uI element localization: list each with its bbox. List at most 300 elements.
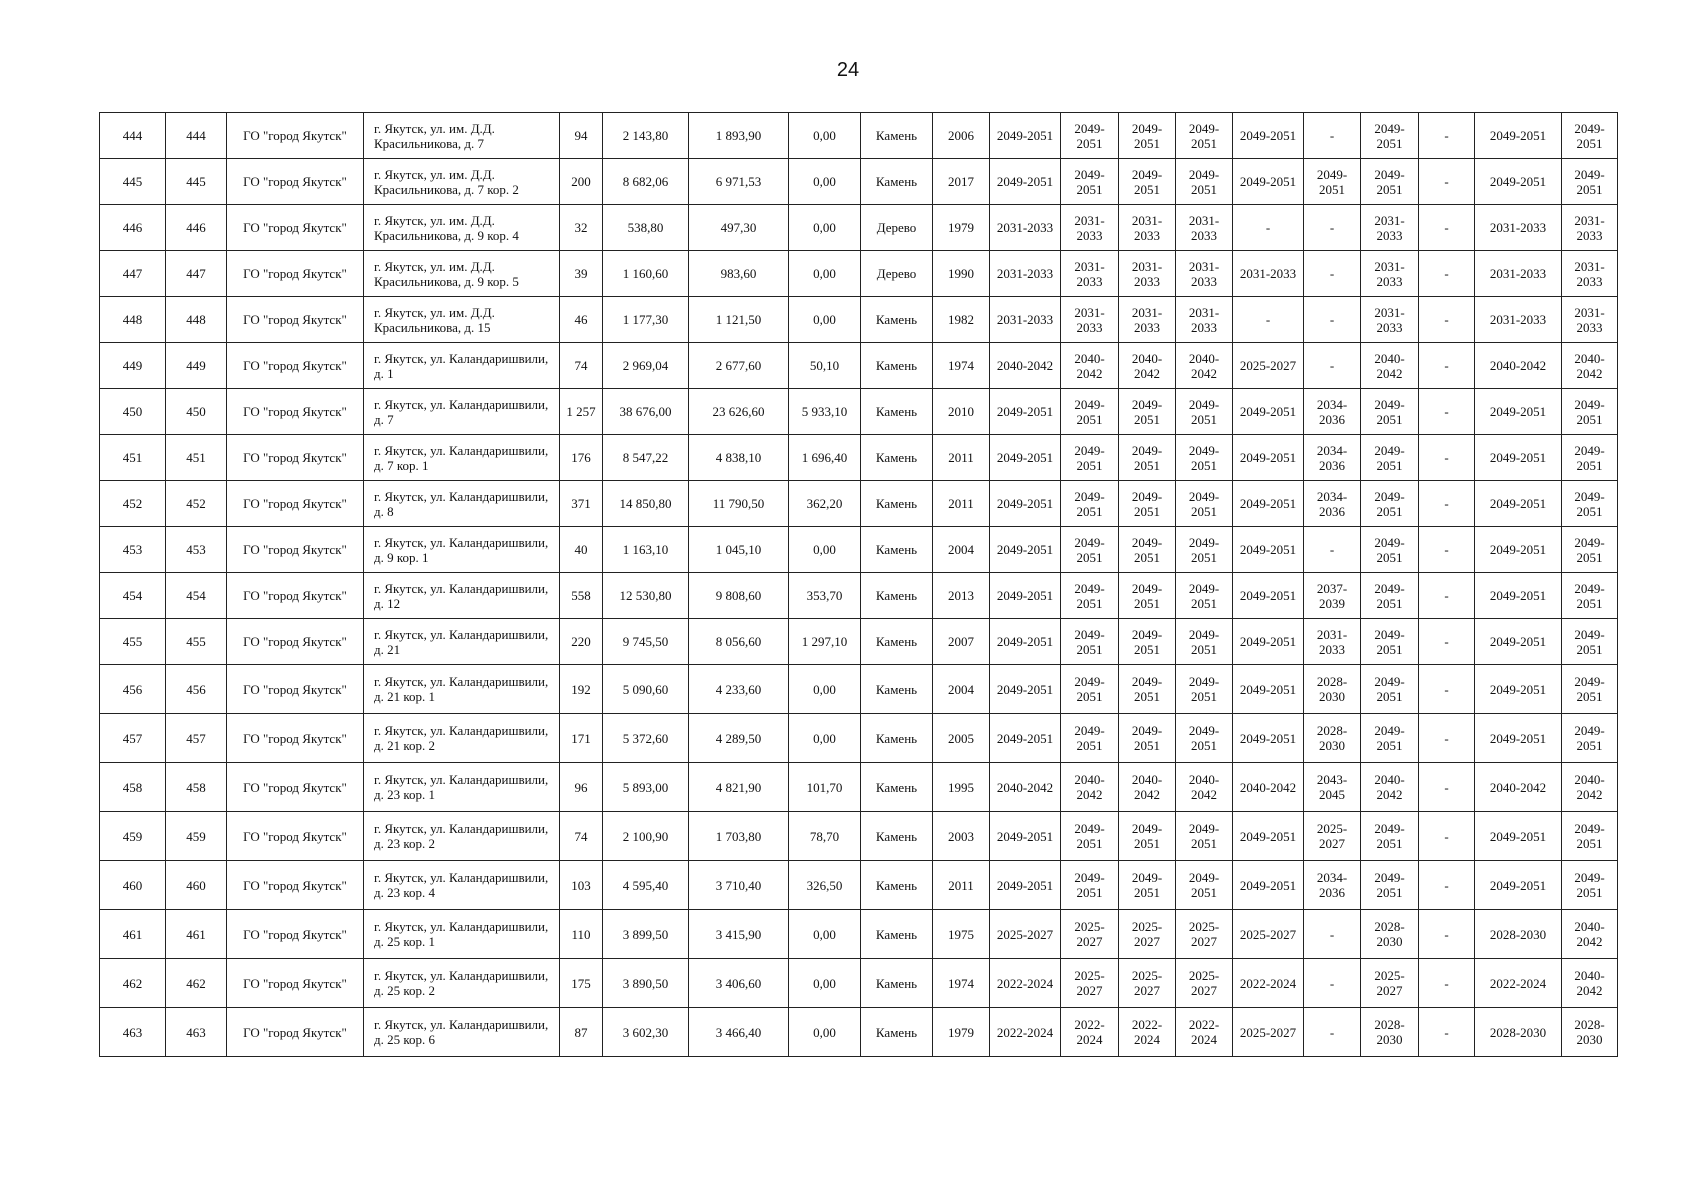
cell-nonresidential-area: 0,00	[789, 251, 861, 297]
table-row	[100, 481, 1618, 527]
cell-residential-area: 1 703,80	[689, 812, 789, 861]
cell-period-1: 2040-2042	[990, 763, 1061, 812]
cell-period-8: -	[1419, 159, 1475, 205]
cell-house-number: 460	[166, 861, 227, 910]
cell-row-number: 449	[100, 343, 166, 389]
cell-period-5: 2049-2051	[1233, 389, 1304, 435]
cell-period-10: 2049-2051	[1562, 619, 1618, 665]
cell-period-10: 2031-2033	[1562, 297, 1618, 343]
cell-nonresidential-area: 1 696,40	[789, 435, 861, 481]
cell-period-5: 2049-2051	[1233, 481, 1304, 527]
cell-period-8: -	[1419, 251, 1475, 297]
cell-house-number: 447	[166, 251, 227, 297]
cell-row-number: 448	[100, 297, 166, 343]
cell-period-7: 2049-2051	[1361, 861, 1419, 910]
cell-address: г. Якутск, ул. Каландаришвили, д. 7	[364, 389, 560, 435]
cell-house-number: 463	[166, 1008, 227, 1057]
cell-residents: 39	[560, 251, 603, 297]
cell-period-7: 2049-2051	[1361, 481, 1419, 527]
cell-row-number: 453	[100, 527, 166, 573]
cell-period-6: 2034-2036	[1304, 861, 1361, 910]
cell-row-number: 454	[100, 573, 166, 619]
cell-nonresidential-area: 1 297,10	[789, 619, 861, 665]
cell-period-6: 2034-2036	[1304, 435, 1361, 481]
cell-period-2: 2049-2051	[1061, 619, 1119, 665]
cell-wall-material: Камень	[861, 665, 933, 714]
cell-total-area: 14 850,80	[603, 481, 689, 527]
cell-period-10: 2049-2051	[1562, 527, 1618, 573]
cell-period-1: 2031-2033	[990, 205, 1061, 251]
cell-house-number: 456	[166, 665, 227, 714]
cell-wall-material: Камень	[861, 910, 933, 959]
cell-wall-material: Камень	[861, 343, 933, 389]
cell-row-number: 463	[100, 1008, 166, 1057]
cell-residents: 46	[560, 297, 603, 343]
cell-period-9: 2028-2030	[1475, 1008, 1562, 1057]
cell-period-6: -	[1304, 343, 1361, 389]
cell-period-7: 2049-2051	[1361, 812, 1419, 861]
cell-commission-year: 2006	[933, 113, 990, 159]
cell-period-3: 2049-2051	[1119, 481, 1176, 527]
table-row	[100, 159, 1618, 205]
cell-period-3: 2025-2027	[1119, 910, 1176, 959]
cell-period-6: 2028-2030	[1304, 714, 1361, 763]
cell-total-area: 9 745,50	[603, 619, 689, 665]
cell-commission-year: 1982	[933, 297, 990, 343]
cell-period-5: 2049-2051	[1233, 812, 1304, 861]
cell-period-2: 2031-2033	[1061, 251, 1119, 297]
cell-period-1: 2049-2051	[990, 812, 1061, 861]
cell-period-1: 2049-2051	[990, 113, 1061, 159]
cell-municipality: ГО "город Якутск"	[227, 481, 364, 527]
cell-total-area: 2 969,04	[603, 343, 689, 389]
cell-residential-area: 983,60	[689, 251, 789, 297]
cell-period-8: -	[1419, 343, 1475, 389]
cell-house-number: 448	[166, 297, 227, 343]
cell-address: г. Якутск, ул. Каландаришвили, д. 12	[364, 573, 560, 619]
cell-period-7: 2049-2051	[1361, 527, 1419, 573]
cell-total-area: 8 547,22	[603, 435, 689, 481]
cell-municipality: ГО "город Якутск"	[227, 910, 364, 959]
cell-period-3: 2049-2051	[1119, 665, 1176, 714]
cell-nonresidential-area: 362,20	[789, 481, 861, 527]
cell-period-4: 2049-2051	[1176, 812, 1233, 861]
cell-address: г. Якутск, ул. Каландаришвили, д. 23 кор. 1	[364, 763, 560, 812]
cell-period-9: 2031-2033	[1475, 297, 1562, 343]
cell-residential-area: 9 808,60	[689, 573, 789, 619]
cell-municipality: ГО "город Якутск"	[227, 435, 364, 481]
cell-total-area: 2 100,90	[603, 812, 689, 861]
cell-row-number: 459	[100, 812, 166, 861]
cell-period-6: -	[1304, 910, 1361, 959]
cell-commission-year: 1974	[933, 343, 990, 389]
cell-period-7: 2031-2033	[1361, 251, 1419, 297]
cell-period-5: 2025-2027	[1233, 910, 1304, 959]
table-row	[100, 665, 1618, 714]
cell-period-10: 2031-2033	[1562, 205, 1618, 251]
table-row	[100, 297, 1618, 343]
cell-period-4: 2049-2051	[1176, 861, 1233, 910]
cell-period-5: 2049-2051	[1233, 435, 1304, 481]
cell-period-2: 2049-2051	[1061, 861, 1119, 910]
cell-period-3: 2025-2027	[1119, 959, 1176, 1008]
cell-period-1: 2031-2033	[990, 251, 1061, 297]
cell-commission-year: 1979	[933, 1008, 990, 1057]
cell-period-2: 2031-2033	[1061, 205, 1119, 251]
cell-house-number: 449	[166, 343, 227, 389]
cell-house-number: 450	[166, 389, 227, 435]
cell-period-6: 2049-2051	[1304, 159, 1361, 205]
cell-municipality: ГО "город Якутск"	[227, 251, 364, 297]
cell-period-2: 2031-2033	[1061, 297, 1119, 343]
cell-wall-material: Камень	[861, 619, 933, 665]
cell-period-1: 2049-2051	[990, 665, 1061, 714]
cell-total-area: 5 090,60	[603, 665, 689, 714]
cell-period-9: 2049-2051	[1475, 481, 1562, 527]
cell-nonresidential-area: 101,70	[789, 763, 861, 812]
cell-row-number: 456	[100, 665, 166, 714]
cell-municipality: ГО "город Якутск"	[227, 812, 364, 861]
cell-period-9: 2028-2030	[1475, 910, 1562, 959]
cell-nonresidential-area: 0,00	[789, 297, 861, 343]
cell-nonresidential-area: 353,70	[789, 573, 861, 619]
cell-period-4: 2049-2051	[1176, 435, 1233, 481]
cell-nonresidential-area: 0,00	[789, 205, 861, 251]
cell-period-2: 2049-2051	[1061, 435, 1119, 481]
cell-residential-area: 4 289,50	[689, 714, 789, 763]
cell-house-number: 458	[166, 763, 227, 812]
cell-wall-material: Камень	[861, 714, 933, 763]
cell-commission-year: 1975	[933, 910, 990, 959]
cell-period-8: -	[1419, 861, 1475, 910]
cell-nonresidential-area: 0,00	[789, 714, 861, 763]
cell-period-6: 2034-2036	[1304, 389, 1361, 435]
cell-period-7: 2049-2051	[1361, 435, 1419, 481]
cell-wall-material: Камень	[861, 763, 933, 812]
cell-period-3: 2049-2051	[1119, 435, 1176, 481]
cell-period-4: 2040-2042	[1176, 343, 1233, 389]
cell-residents: 74	[560, 343, 603, 389]
cell-residential-area: 2 677,60	[689, 343, 789, 389]
cell-house-number: 453	[166, 527, 227, 573]
cell-residential-area: 4 233,60	[689, 665, 789, 714]
cell-period-5: 2022-2024	[1233, 959, 1304, 1008]
table-row	[100, 619, 1618, 665]
cell-residential-area: 23 626,60	[689, 389, 789, 435]
cell-period-1: 2049-2051	[990, 861, 1061, 910]
table-row	[100, 763, 1618, 812]
cell-address: г. Якутск, ул. Каландаришвили, д. 23 кор. 4	[364, 861, 560, 910]
cell-period-3: 2031-2033	[1119, 205, 1176, 251]
cell-period-4: 2049-2051	[1176, 389, 1233, 435]
cell-total-area: 1 163,10	[603, 527, 689, 573]
cell-period-10: 2040-2042	[1562, 910, 1618, 959]
cell-period-10: 2049-2051	[1562, 861, 1618, 910]
cell-municipality: ГО "город Якутск"	[227, 343, 364, 389]
cell-wall-material: Камень	[861, 1008, 933, 1057]
cell-period-8: -	[1419, 481, 1475, 527]
cell-period-7: 2031-2033	[1361, 205, 1419, 251]
cell-row-number: 460	[100, 861, 166, 910]
cell-residents: 110	[560, 910, 603, 959]
cell-address: г. Якутск, ул. им. Д.Д. Красильникова, д. 9 кор. 4	[364, 205, 560, 251]
cell-residents: 94	[560, 113, 603, 159]
cell-address: г. Якутск, ул. им. Д.Д. Красильникова, д. 7	[364, 113, 560, 159]
cell-house-number: 444	[166, 113, 227, 159]
cell-house-number: 457	[166, 714, 227, 763]
cell-address: г. Якутск, ул. им. Д.Д. Красильникова, д. 7 кор. 2	[364, 159, 560, 205]
cell-residents: 192	[560, 665, 603, 714]
cell-period-1: 2022-2024	[990, 959, 1061, 1008]
cell-period-7: 2025-2027	[1361, 959, 1419, 1008]
cell-row-number: 447	[100, 251, 166, 297]
cell-period-5: 2049-2051	[1233, 159, 1304, 205]
cell-total-area: 5 372,60	[603, 714, 689, 763]
cell-period-4: 2049-2051	[1176, 573, 1233, 619]
cell-period-3: 2049-2051	[1119, 389, 1176, 435]
cell-period-6: -	[1304, 251, 1361, 297]
cell-wall-material: Камень	[861, 861, 933, 910]
cell-residents: 371	[560, 481, 603, 527]
cell-period-3: 2049-2051	[1119, 573, 1176, 619]
cell-period-1: 2049-2051	[990, 435, 1061, 481]
cell-period-7: 2028-2030	[1361, 1008, 1419, 1057]
cell-municipality: ГО "город Якутск"	[227, 714, 364, 763]
cell-residents: 220	[560, 619, 603, 665]
cell-period-10: 2049-2051	[1562, 665, 1618, 714]
cell-commission-year: 2011	[933, 435, 990, 481]
cell-period-8: -	[1419, 435, 1475, 481]
cell-residents: 171	[560, 714, 603, 763]
cell-period-7: 2049-2051	[1361, 389, 1419, 435]
cell-period-10: 2049-2051	[1562, 714, 1618, 763]
table-row	[100, 959, 1618, 1008]
cell-period-1: 2031-2033	[990, 297, 1061, 343]
cell-period-9: 2049-2051	[1475, 435, 1562, 481]
page-number: 24	[836, 59, 860, 81]
cell-period-9: 2049-2051	[1475, 861, 1562, 910]
cell-municipality: ГО "город Якутск"	[227, 573, 364, 619]
cell-commission-year: 1979	[933, 205, 990, 251]
cell-municipality: ГО "город Якутск"	[227, 527, 364, 573]
cell-period-2: 2049-2051	[1061, 159, 1119, 205]
cell-period-6: -	[1304, 113, 1361, 159]
cell-wall-material: Камень	[861, 573, 933, 619]
cell-period-6: 2034-2036	[1304, 481, 1361, 527]
cell-address: г. Якутск, ул. Каландаришвили, д. 7 кор. 1	[364, 435, 560, 481]
cell-period-7: 2040-2042	[1361, 763, 1419, 812]
cell-nonresidential-area: 50,10	[789, 343, 861, 389]
cell-total-area: 2 143,80	[603, 113, 689, 159]
cell-residents: 175	[560, 959, 603, 1008]
cell-residents: 103	[560, 861, 603, 910]
cell-period-9: 2049-2051	[1475, 812, 1562, 861]
cell-period-3: 2049-2051	[1119, 619, 1176, 665]
cell-commission-year: 2011	[933, 481, 990, 527]
table-row	[100, 527, 1618, 573]
table-row	[100, 435, 1618, 481]
cell-total-area: 1 160,60	[603, 251, 689, 297]
cell-house-number: 446	[166, 205, 227, 251]
cell-address: г. Якутск, ул. Каландаришвили, д. 1	[364, 343, 560, 389]
cell-total-area: 3 899,50	[603, 910, 689, 959]
table-row	[100, 910, 1618, 959]
cell-period-9: 2031-2033	[1475, 251, 1562, 297]
cell-period-3: 2049-2051	[1119, 159, 1176, 205]
cell-address: г. Якутск, ул. Каландаришвили, д. 25 кор. 1	[364, 910, 560, 959]
cell-row-number: 462	[100, 959, 166, 1008]
cell-municipality: ГО "город Якутск"	[227, 959, 364, 1008]
cell-period-7: 2049-2051	[1361, 573, 1419, 619]
table-row	[100, 389, 1618, 435]
cell-wall-material: Камень	[861, 812, 933, 861]
cell-residents: 74	[560, 812, 603, 861]
housing-registry-table	[99, 112, 1618, 1057]
cell-residential-area: 8 056,60	[689, 619, 789, 665]
cell-period-2: 2025-2027	[1061, 910, 1119, 959]
cell-wall-material: Камень	[861, 159, 933, 205]
cell-municipality: ГО "город Якутск"	[227, 389, 364, 435]
cell-period-4: 2049-2051	[1176, 665, 1233, 714]
cell-residential-area: 11 790,50	[689, 481, 789, 527]
cell-municipality: ГО "город Якутск"	[227, 205, 364, 251]
cell-residential-area: 6 971,53	[689, 159, 789, 205]
cell-period-10: 2049-2051	[1562, 435, 1618, 481]
cell-period-10: 2049-2051	[1562, 389, 1618, 435]
cell-period-9: 2049-2051	[1475, 619, 1562, 665]
cell-nonresidential-area: 0,00	[789, 1008, 861, 1057]
cell-period-4: 2025-2027	[1176, 910, 1233, 959]
cell-address: г. Якутск, ул. им. Д.Д. Красильникова, д. 15	[364, 297, 560, 343]
cell-commission-year: 2010	[933, 389, 990, 435]
cell-period-9: 2031-2033	[1475, 205, 1562, 251]
cell-nonresidential-area: 0,00	[789, 527, 861, 573]
cell-total-area: 8 682,06	[603, 159, 689, 205]
cell-total-area: 3 602,30	[603, 1008, 689, 1057]
cell-nonresidential-area: 0,00	[789, 910, 861, 959]
cell-total-area: 538,80	[603, 205, 689, 251]
cell-period-3: 2040-2042	[1119, 763, 1176, 812]
cell-house-number: 454	[166, 573, 227, 619]
cell-municipality: ГО "город Якутск"	[227, 619, 364, 665]
cell-period-8: -	[1419, 763, 1475, 812]
cell-period-2: 2049-2051	[1061, 714, 1119, 763]
cell-period-1: 2049-2051	[990, 714, 1061, 763]
cell-wall-material: Дерево	[861, 205, 933, 251]
cell-commission-year: 1990	[933, 251, 990, 297]
cell-period-5: 2049-2051	[1233, 573, 1304, 619]
cell-period-2: 2049-2051	[1061, 573, 1119, 619]
cell-wall-material: Дерево	[861, 251, 933, 297]
cell-period-4: 2049-2051	[1176, 527, 1233, 573]
cell-period-1: 2049-2051	[990, 389, 1061, 435]
cell-period-4: 2049-2051	[1176, 159, 1233, 205]
cell-residential-area: 497,30	[689, 205, 789, 251]
cell-period-7: 2049-2051	[1361, 714, 1419, 763]
cell-address: г. Якутск, ул. Каландаришвили, д. 9 кор. 1	[364, 527, 560, 573]
cell-wall-material: Камень	[861, 389, 933, 435]
cell-row-number: 450	[100, 389, 166, 435]
cell-period-1: 2049-2051	[990, 573, 1061, 619]
cell-period-3: 2049-2051	[1119, 527, 1176, 573]
cell-period-3: 2049-2051	[1119, 812, 1176, 861]
cell-period-8: -	[1419, 1008, 1475, 1057]
cell-period-2: 2040-2042	[1061, 343, 1119, 389]
cell-commission-year: 2007	[933, 619, 990, 665]
cell-period-2: 2049-2051	[1061, 113, 1119, 159]
cell-period-6: -	[1304, 959, 1361, 1008]
cell-house-number: 455	[166, 619, 227, 665]
cell-period-5: -	[1233, 205, 1304, 251]
cell-address: г. Якутск, ул. им. Д.Д. Красильникова, д. 9 кор. 5	[364, 251, 560, 297]
table-row	[100, 861, 1618, 910]
cell-period-3: 2031-2033	[1119, 251, 1176, 297]
cell-period-10: 2040-2042	[1562, 343, 1618, 389]
table-row	[100, 113, 1618, 159]
cell-address: г. Якутск, ул. Каландаришвили, д. 21 кор. 2	[364, 714, 560, 763]
cell-period-2: 2025-2027	[1061, 959, 1119, 1008]
cell-total-area: 4 595,40	[603, 861, 689, 910]
cell-total-area: 12 530,80	[603, 573, 689, 619]
cell-period-4: 2049-2051	[1176, 714, 1233, 763]
cell-period-2: 2049-2051	[1061, 665, 1119, 714]
cell-nonresidential-area: 0,00	[789, 113, 861, 159]
cell-row-number: 444	[100, 113, 166, 159]
cell-residential-area: 1 893,90	[689, 113, 789, 159]
cell-row-number: 451	[100, 435, 166, 481]
cell-row-number: 461	[100, 910, 166, 959]
cell-period-2: 2049-2051	[1061, 481, 1119, 527]
cell-period-3: 2049-2051	[1119, 714, 1176, 763]
cell-house-number: 462	[166, 959, 227, 1008]
cell-residents: 87	[560, 1008, 603, 1057]
cell-period-4: 2022-2024	[1176, 1008, 1233, 1057]
cell-wall-material: Камень	[861, 113, 933, 159]
cell-commission-year: 2005	[933, 714, 990, 763]
cell-period-4: 2031-2033	[1176, 251, 1233, 297]
cell-period-4: 2031-2033	[1176, 205, 1233, 251]
cell-row-number: 446	[100, 205, 166, 251]
cell-nonresidential-area: 78,70	[789, 812, 861, 861]
cell-total-area: 3 890,50	[603, 959, 689, 1008]
cell-municipality: ГО "город Якутск"	[227, 297, 364, 343]
cell-nonresidential-area: 0,00	[789, 159, 861, 205]
cell-municipality: ГО "город Якутск"	[227, 861, 364, 910]
cell-wall-material: Камень	[861, 435, 933, 481]
cell-period-8: -	[1419, 113, 1475, 159]
cell-residents: 200	[560, 159, 603, 205]
cell-period-6: 2028-2030	[1304, 665, 1361, 714]
cell-period-1: 2049-2051	[990, 619, 1061, 665]
cell-period-6: 2043-2045	[1304, 763, 1361, 812]
cell-commission-year: 2003	[933, 812, 990, 861]
cell-period-8: -	[1419, 910, 1475, 959]
cell-wall-material: Камень	[861, 481, 933, 527]
cell-nonresidential-area: 326,50	[789, 861, 861, 910]
cell-row-number: 455	[100, 619, 166, 665]
cell-period-10: 2040-2042	[1562, 959, 1618, 1008]
cell-period-5: 2025-2027	[1233, 1008, 1304, 1057]
cell-residential-area: 4 838,10	[689, 435, 789, 481]
cell-period-9: 2049-2051	[1475, 573, 1562, 619]
cell-period-9: 2040-2042	[1475, 343, 1562, 389]
cell-period-7: 2028-2030	[1361, 910, 1419, 959]
cell-period-2: 2049-2051	[1061, 389, 1119, 435]
cell-period-8: -	[1419, 573, 1475, 619]
cell-residential-area: 3 466,40	[689, 1008, 789, 1057]
cell-residents: 32	[560, 205, 603, 251]
cell-period-6: -	[1304, 205, 1361, 251]
